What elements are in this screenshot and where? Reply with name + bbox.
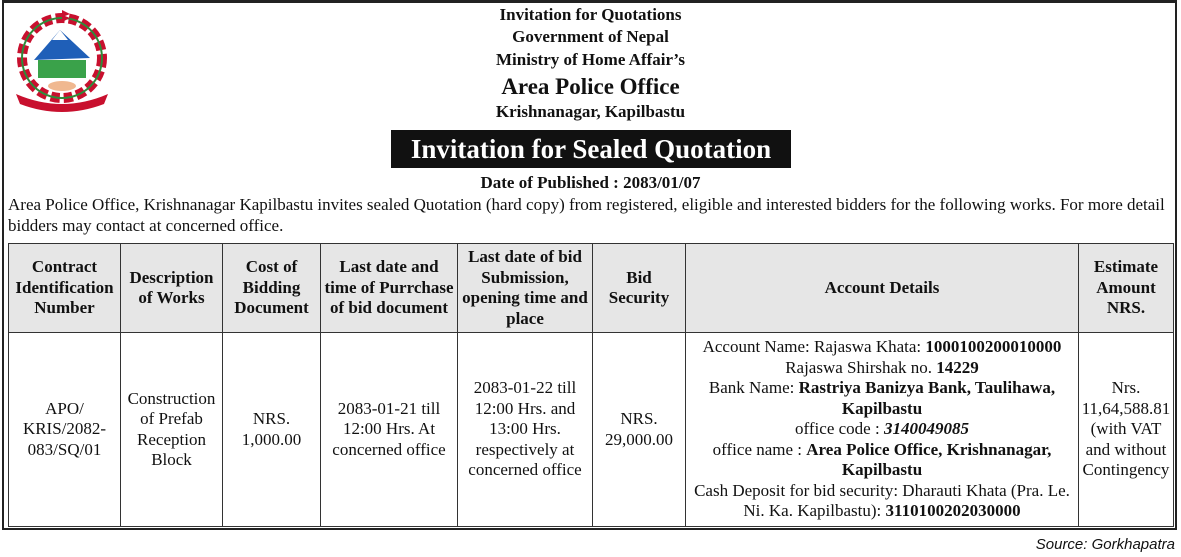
- quotation-table: [8, 243, 1174, 527]
- table-header-row: [9, 244, 1174, 333]
- office-code: 3140049085: [883, 419, 969, 439]
- col-header: Cost of Bidding Document: [223, 244, 321, 333]
- deposit-account-number: 3110100202030000: [885, 501, 1021, 521]
- intro-text: Area Police Office, Krishnanagar Kapilbastu invites sealed Quotation (hard copy) from registered, eligible and interested bidders for the following works. For more detail bidders may contact at concerned office.: [8, 195, 1165, 235]
- col-header: Contract Identification Number: [9, 244, 121, 333]
- cash-deposit-label: Cash Deposit for bid security: Dharauti Khata (Pra. Le. Ni. Ka. Kapilbastu):: [694, 480, 1070, 521]
- shirshak-label: Rajaswa Shirshak no.: [785, 357, 937, 377]
- account-number: 1000100200010000: [925, 337, 1062, 357]
- col-header: Bid Security: [593, 244, 686, 333]
- shirshak-number: 14229: [936, 357, 979, 377]
- col-header: Estimate Amount NRS.: [1079, 244, 1174, 333]
- date-published: Date of Published : 2083/01/07: [480, 173, 701, 192]
- cell-bid-security: NRS. 29,000.00: [593, 333, 686, 527]
- col-header: Description of Works: [121, 244, 223, 333]
- cell-purchase-date: 2083-01-21 till 12:00 Hrs. At concerned office: [321, 333, 458, 527]
- office-name: Area Police Office, Krishnanagar, Kapilbastu: [806, 439, 1052, 480]
- col-header: Account Details: [686, 244, 1079, 333]
- bank-label: Bank Name:: [708, 378, 799, 398]
- heading-office: Area Police Office: [501, 74, 680, 99]
- cell-account-details: [686, 333, 1079, 527]
- col-header: Last date of bid Submission, opening time and place: [458, 244, 593, 333]
- bank-name: Rastriya Banizya Bank, Taulihawa, Kapilbastu: [798, 378, 1056, 418]
- heading-invitation: Invitation for Quotations: [499, 5, 682, 24]
- heading-ministry: Ministry of Home Affair’s: [496, 50, 685, 69]
- heading-location: Krishnanagar, Kapilbastu: [495, 102, 686, 121]
- cell-description: Construction of Prefab Reception Block: [121, 333, 223, 527]
- cell-estimate: Nrs. 11,64,588.81 (with VAT and without Contingency: [1079, 333, 1174, 527]
- cell-contract-id: APO/ KRIS/2082-083/SQ/01: [9, 333, 121, 527]
- cell-cost: NRS. 1,000.00: [223, 333, 321, 527]
- office-name-label: office name :: [712, 439, 807, 459]
- account-name-label: Account Name: Rajaswa Khata:: [702, 337, 926, 357]
- table-row: [9, 333, 1174, 527]
- source-credit: Source: Gorkhapatra: [1035, 536, 1175, 553]
- col-header: Last date and time of Purrchase of bid document: [321, 244, 458, 333]
- office-code-label: office code :: [795, 419, 884, 439]
- cell-submission-date: 2083-01-22 till 12:00 Hrs. and 13:00 Hrs. respectively at concerned office: [458, 333, 593, 527]
- title-banner: Invitation for Sealed Quotation: [391, 130, 791, 168]
- heading-government: Government of Nepal: [512, 27, 669, 46]
